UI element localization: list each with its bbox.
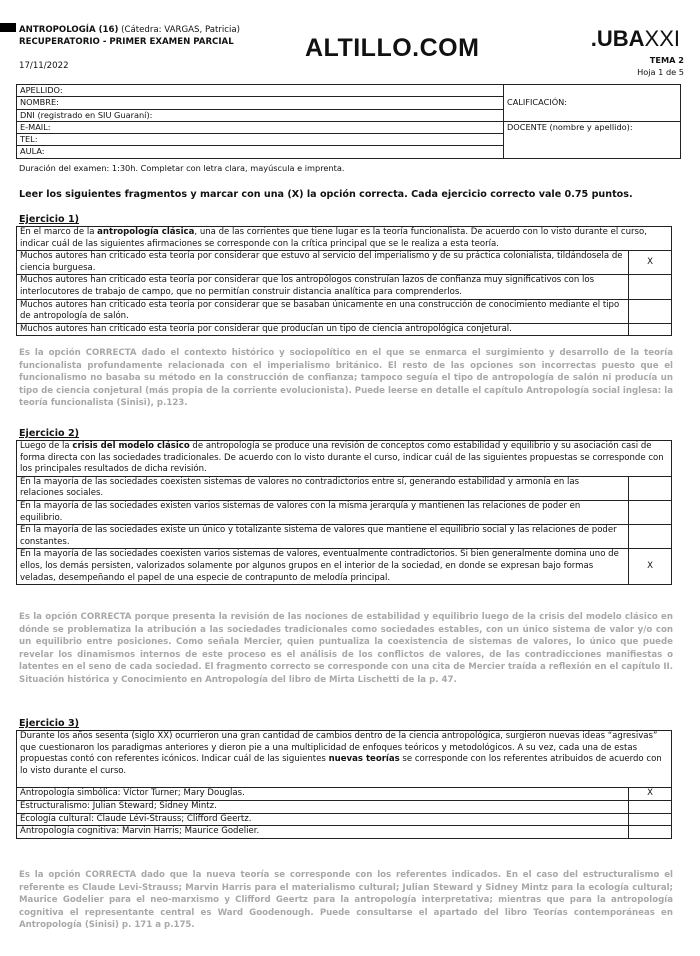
option-row[interactable] — [17, 275, 672, 299]
docente-field[interactable]: DOCENTE (nombre y apellido): — [504, 121, 681, 158]
option-text: En la mayoría de las sociedades existe un único y totalizante sistema de valores que mantiene el equilibrio social y las relaciones de poder constantes. — [17, 525, 629, 549]
answer-mark-box[interactable] — [629, 299, 672, 323]
option-row[interactable] — [17, 800, 672, 813]
answer-mark-box[interactable] — [629, 500, 672, 524]
option-row[interactable] — [17, 813, 672, 826]
answer-mark-box[interactable] — [629, 525, 672, 549]
course-title: ANTROPOLOGÍA (16) (Cátedra: VARGAS, Patricia) — [19, 25, 241, 35]
option-text: En la mayoría de las sociedades coexisten varios sistemas de valores, eventualmente contradictorios. Si bien generalmente domina uno de ellos, los demás persisten, valorizados solamente por algunos grupos en el interior de la sociedad, en donde se expresan bajo formas veladas, desempeñando el papel de una especie de contrapunto de melodía principal. — [17, 549, 629, 585]
answer-mark-box[interactable] — [629, 476, 672, 500]
option-row[interactable] — [17, 500, 672, 524]
answer-mark-box[interactable]: X — [629, 549, 672, 585]
exercise-3-stem: Durante los años sesenta (siglo XX) ocurrieron una gran cantidad de cambios dentro de la ciencia antropológica, surgieron nuevas ideas “agresivas” que cuestionaron los paradigmas anteriores y dieron pie a una multiplicidad de enfoques teóricos y metodológicos. A su vez, cada una de estas propuestas contó con referentes icónicos. Indicar cuál de las siguientes nuevas teorías se corresponde con los referentes atribuidos de acuerdo con lo visto durante el curso. — [17, 731, 672, 788]
answer-mark-box[interactable] — [629, 323, 672, 336]
uba-xxi-logo: .UBAXXI — [590, 26, 680, 51]
option-text: Ecología cultural: Claude Lévi-Strauss; Clifford Geertz. — [17, 813, 629, 826]
option-text: Antropología simbólica: Víctor Turner; Mary Douglas. — [17, 788, 629, 801]
aula-field[interactable]: AULA: — [17, 146, 504, 158]
option-row[interactable] — [17, 323, 672, 336]
option-text: Muchos autores han criticado esta teoría por considerar que producían un tipo de ciencia antropológica conjetural. — [17, 323, 629, 336]
watermark-logo: ALTILLO.COM — [305, 34, 480, 62]
answer-mark-box[interactable] — [629, 826, 672, 839]
answer-mark-box[interactable]: X — [629, 788, 672, 801]
option-text: En la mayoría de las sociedades coexisten sistemas de valores no contradictorios entre sí, generando estabilidad y armonía en las relaciones sociales. — [17, 476, 629, 500]
email-field[interactable]: E-MAIL: — [17, 121, 504, 133]
option-text: Muchos autores han criticado esta teoría por considerar que se basaban únicamente en una construcción de conocimiento mediante el tipo de antropología de salón. — [17, 299, 629, 323]
exercise-2-explanation: Es la opción CORRECTA porque presenta la revisión de las nociones de estabilidad y equilibrio luego de la crisis del modelo clásico en dónde se problematiza la atribución a las sociedades tradicionales como sociedades estables, con un único sistema de valor y/o con un equilibrio entre posiciones. Como señala Mercier, quien puntualiza la coexistencia de sistemas de valores, lo único que puede revelar los dinamismos internos de este proceso es el análisis de los conflictos de valores, de las contradicciones manifiestas o latentes en el seno de cada sociedad. El fragmento correcto se corresponde con una cita de Mercier traída a reflexión en el capítulo II. Situación histórica y Conocimiento en Antropología del libro de Mirta Lischetti de la p. 47. — [19, 612, 673, 685]
option-text: Muchos autores han criticado esta teoría por considerar que estuvo al servicio del imperialismo y de su práctica colonialista, tildándosela de ciencia burguesa. — [17, 251, 629, 275]
option-row[interactable] — [17, 476, 672, 500]
option-text: Estructuralismo: Julian Steward; Sidney Mintz. — [17, 800, 629, 813]
exercise-2-stem: Luego de la crisis del modelo clásico de antropología se produce una revisión de conceptos como estabilidad y equilibrio y su asociación casi de forma directa con las sociedades tradicionales. De acuerdo con lo visto durante el curso, indicar cuál de las siguientes propuestas se corresponde con los principales resultados de dicha revisión. — [17, 441, 672, 477]
option-text: En la mayoría de las sociedades existen varios sistemas de valores con la misma jerarquía y mantienen las relaciones de poder en equilibrio. — [17, 500, 629, 524]
nombre-field[interactable]: NOMBRE: — [17, 97, 504, 109]
exam-title: RECUPERATORIO - PRIMER EXAMEN PARCIAL — [19, 37, 234, 47]
exam-date: 17/11/2022 — [19, 61, 69, 71]
option-text: Antropología cognitiva: Marvin Harris; Maurice Godelier. — [17, 826, 629, 839]
exercise-2-table — [16, 440, 672, 585]
dni-field[interactable]: DNI (registrado en SIU Guaraní): — [17, 109, 504, 121]
exercise-3-title: Ejercicio 3) — [19, 718, 80, 729]
option-row[interactable] — [17, 826, 672, 839]
answer-mark-box[interactable] — [629, 813, 672, 826]
exercise-1-explanation: Es la opción CORRECTA dado el contexto histórico y sociopolítico en el que se enmarca el surgimiento y desarrollo de la teoría funcionalista profundamente relacionada con el imperialismo británico. El resto de las opciones son incorrectas puesto que el funcionalismo no basaba su método en la construcción de confianza; tampoco seguía el tipo de antropología de salón ni producía un tipo de ciencia conjetural (más propia de la corriente evolucionista). Puede leerse en detalle el capítulo Antropología social inglesa: la teoría funcionalista (Sinisi), p.123. — [19, 348, 673, 408]
exercise-1-table — [16, 226, 672, 336]
option-row[interactable] — [17, 251, 672, 275]
instructions: Leer los siguientes fragmentos y marcar con una (X) la opción correcta. Cada ejercicio correcto vale 0.75 puntos. — [19, 189, 633, 200]
tel-field[interactable]: TEL: — [17, 134, 504, 146]
option-row[interactable] — [17, 299, 672, 323]
student-id-form — [16, 84, 681, 159]
calificacion-field[interactable]: CALIFICACIÓN: — [504, 85, 681, 122]
exercise-3-explanation: Es la opción CORRECTA dado que la nueva teoría se corresponde con los referentes indicados. En el caso del estructuralismo el referente es Claude Levi-Strauss; Marvin Harris para el materialismo cultural; Julian Steward y Sidney Mintz para la ecología cultural; Maurice Godelier para el neo-marxismo y Clifford Geertz para la antropología interpretativa; mientras que para la antropología cognitiva el representante central es Ward Goodenough. Puede consultarse el apartado del libro Teorías contemporáneas en Antropología (Sinisi) p. 171 a p.175. — [19, 870, 673, 930]
apellido-field[interactable]: APELLIDO: — [17, 85, 504, 97]
option-row[interactable] — [17, 549, 672, 585]
exercise-1-stem: En el marco de la antropología clásica, una de las corrientes que tiene lugar es la teoría funcionalista. De acuerdo con lo visto durante el curso, indicar cuál de las siguientes afirmaciones se corresponde con la crítica principal que se le realiza a esta teoría. — [17, 227, 672, 251]
answer-mark-box[interactable] — [629, 275, 672, 299]
header-black-mark — [0, 23, 16, 32]
tema-label: TEMA 2 — [649, 55, 684, 65]
option-text: Muchos autores han criticado esta teoría por considerar que los antropólogos construían lazos de confianza muy significativos con los interlocutores de trabajo de campo, que no permitían construir distancia analítica para comprenderlos. — [17, 275, 629, 299]
exam-duration: Duración del examen: 1:30h. Completar con letra clara, mayúscula e imprenta. — [19, 163, 345, 173]
page-counter: Hoja 1 de 5 — [637, 67, 684, 77]
exercise-1-title: Ejercicio 1) — [19, 214, 80, 225]
exercise-2-title: Ejercicio 2) — [19, 428, 80, 439]
answer-mark-box[interactable]: X — [629, 251, 672, 275]
option-row[interactable] — [17, 525, 672, 549]
answer-mark-box[interactable] — [629, 800, 672, 813]
exercise-3-table — [16, 730, 672, 839]
option-row[interactable] — [17, 788, 672, 801]
